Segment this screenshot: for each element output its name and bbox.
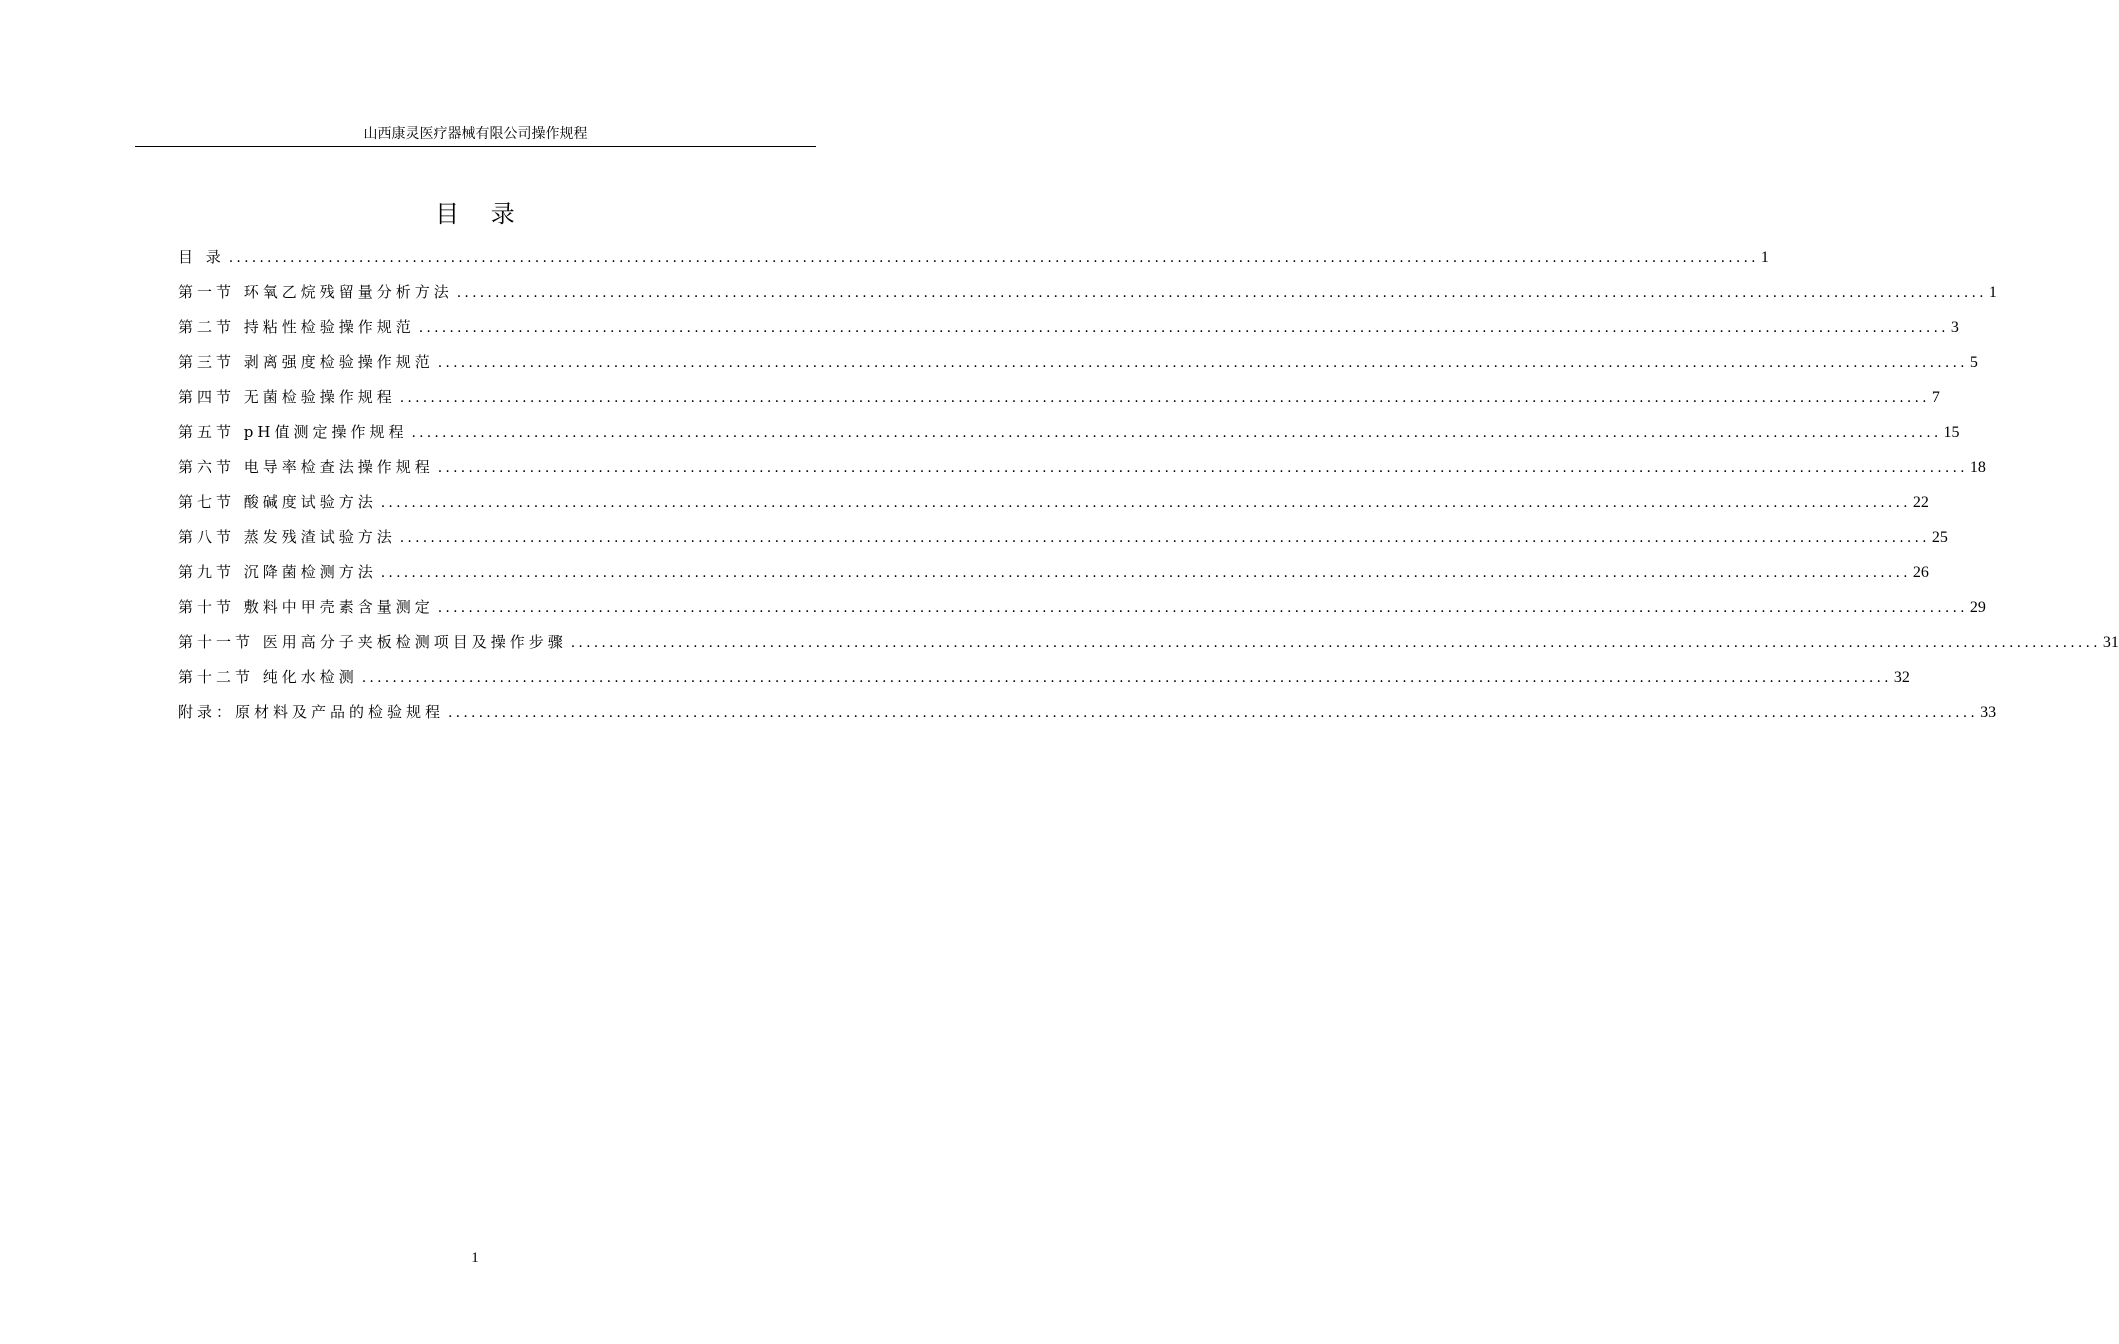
toc-dot-leader: ........................................................................................................................................................................................................ [418,320,1949,336]
toc-entry-label: 第五节 pH值测定操作规程 [178,423,408,441]
toc-entry-label: 第四节 无菌检验操作规程 [178,388,396,406]
toc-entry[interactable] [178,625,2119,660]
toc-dot-leader: ........................................................................................................................................................................................................ [399,390,1930,406]
toc-entry[interactable] [178,310,1959,345]
toc-entry-label: 第八节 蒸发残渣试验方法 [178,528,396,546]
toc-dot-leader: ........................................................................................................................................................................................................ [228,250,1759,266]
toc-entry-page: 33 [1980,704,1997,721]
toc-entry-label: 目 录 [178,248,225,266]
toc-dot-leader: ........................................................................................................................................................................................................ [437,355,1968,371]
toc-dot-leader: ........................................................................................................................................................................................................ [456,285,1987,301]
toc-entry[interactable] [178,275,1997,310]
page-number: 1 [471,1250,479,1266]
toc-entry[interactable] [178,345,1978,380]
page-header [135,124,816,147]
toc-entry[interactable] [178,450,1986,485]
toc-entry[interactable] [178,695,1997,730]
toc-entry-page: 29 [1969,599,1986,616]
toc-entry-page: 32 [1893,669,1910,686]
toc-entry[interactable] [178,240,1769,275]
header-title: 山西康灵医疗器械有限公司操作规程 [363,126,588,142]
toc-entry[interactable] [178,660,1910,695]
table-of-contents [178,240,2119,730]
toc-entry-label: 第十二节 纯化水检测 [178,668,358,686]
toc-entry-page: 31 [2102,634,2119,651]
toc-dot-leader: ........................................................................................................................................................................................................ [380,495,1911,511]
toc-entry-label: 第二节 持粘性检验操作规范 [178,318,415,336]
toc-entry-label: 第十一节 医用高分子夹板检测项目及操作步骤 [178,633,567,651]
toc-title: 目 录 [435,200,527,228]
toc-entry-page: 1 [1988,284,1997,301]
toc-entry[interactable] [178,555,1929,590]
toc-entry-page: 26 [1912,564,1929,581]
toc-dot-leader: ........................................................................................................................................................................................................ [437,460,1968,476]
toc-entry-label: 第六节 电导率检查法操作规程 [178,458,434,476]
toc-entry-page: 22 [1912,494,1929,511]
toc-entry-page: 1 [1760,249,1769,266]
toc-entry-label: 附录：原材料及产品的检验规程 [178,703,445,721]
toc-entry-page: 18 [1969,459,1986,476]
toc-entry[interactable] [178,380,1940,415]
toc-dot-leader: ........................................................................................................................................................................................................ [411,425,1942,441]
toc-dot-leader: ........................................................................................................................................................................................................ [380,565,1911,581]
toc-entry-label: 第九节 沉降菌检测方法 [178,563,377,581]
toc-entry[interactable] [178,590,1986,625]
toc-dot-leader: ........................................................................................................................................................................................................ [399,530,1930,546]
toc-entry-label: 第七节 酸碱度试验方法 [178,493,377,511]
toc-entry[interactable] [178,415,1960,450]
toc-entry-page: 3 [1950,319,1959,336]
toc-entry-page: 15 [1943,424,1960,441]
toc-entry-page: 25 [1931,529,1948,546]
toc-entry-page: 7 [1931,389,1940,406]
toc-dot-leader: ........................................................................................................................................................................................................ [570,635,2101,651]
toc-entry-label: 第十节 敷料中甲壳素含量测定 [178,598,434,616]
toc-entry-label: 第三节 剥离强度检验操作规范 [178,353,434,371]
toc-dot-leader: ........................................................................................................................................................................................................ [437,600,1968,616]
toc-dot-leader: ........................................................................................................................................................................................................ [448,705,1979,721]
toc-dot-leader: ........................................................................................................................................................................................................ [361,670,1892,686]
toc-entry[interactable] [178,520,1948,555]
toc-entry-label: 第一节 环氧乙烷残留量分析方法 [178,283,453,301]
toc-entry-page: 5 [1969,354,1978,371]
toc-entry[interactable] [178,485,1929,520]
